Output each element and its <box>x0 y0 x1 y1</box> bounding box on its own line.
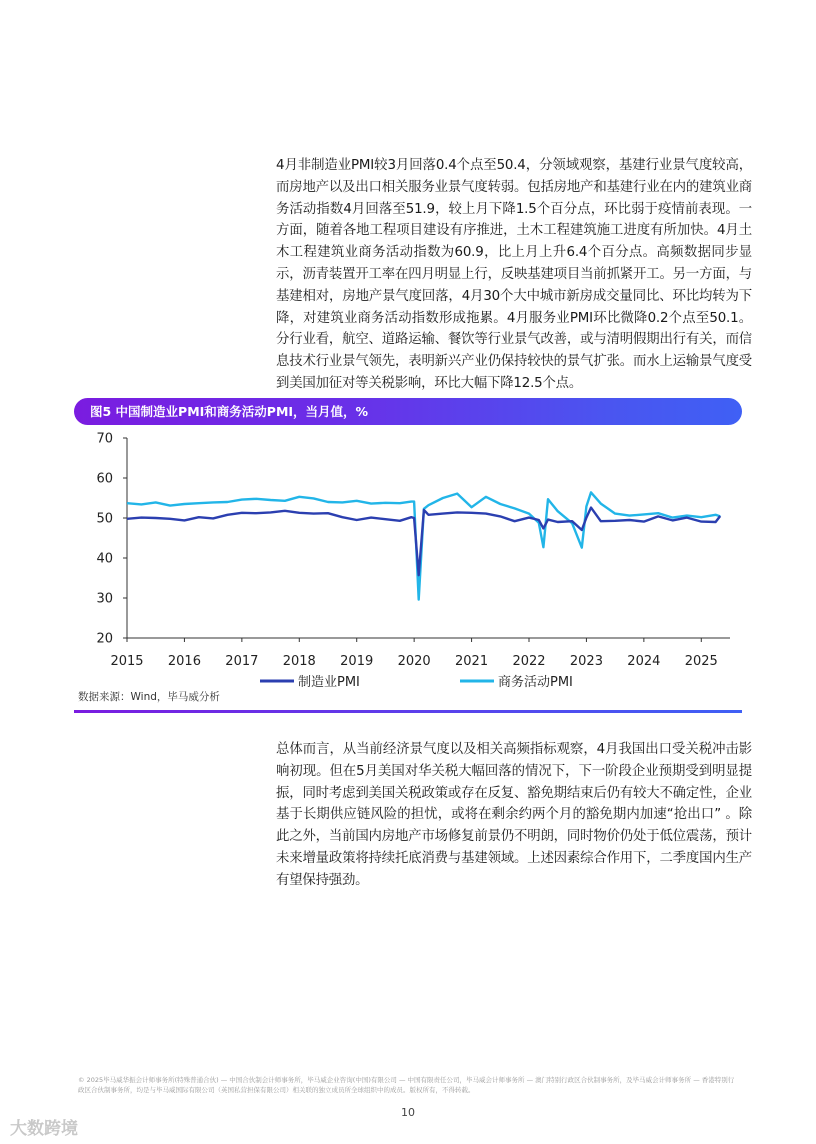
x-tick-label: 2020 <box>397 654 431 669</box>
y-tick-label: 50 <box>96 511 113 527</box>
x-tick-label: 2016 <box>167 654 201 669</box>
x-tick-label: 2015 <box>110 654 144 669</box>
x-tick-label: 2025 <box>684 654 718 669</box>
x-tick-label: 2019 <box>340 654 374 669</box>
paragraph-conclusion <box>276 739 752 892</box>
legend-label: 制造业PMI <box>298 675 360 688</box>
figure-bottom-rule <box>74 710 742 713</box>
pmi-line-chart <box>70 428 746 688</box>
data-source-note: 数据来源：Wind，毕马威分析 <box>78 691 220 703</box>
footer-copyright: © 2025毕马威华振会计师事务所(特殊普通合伙) — 中国合伙制会计师事务所，毕马威企业咨询(中国)有限公司 — 中国有限责任公司，毕马威会计师事务所 — 澳门特别行政区合伙制事务所，及毕马威会计师事务所 — 香港特别行政区合伙制事务所，均是与毕马威国际有限公司（英国私营担保有限公司）相关联的独立成员所全球组织中的成员。版权所有，不得转载。 <box>78 1076 735 1094</box>
paragraph-nonmanufacturing <box>276 155 752 395</box>
page-number: 10 <box>401 1106 415 1119</box>
x-tick-label: 2022 <box>512 654 546 669</box>
x-tick-label: 2021 <box>455 654 489 669</box>
chart-series-layer <box>127 492 720 599</box>
paragraph-text: 4月非制造业PMI较3月回落0.4个点至50.4，分领域观察，基建行业景气度较高，而房地产以及出口相关服务业景气度转弱。包括房地产和基建行业在内的建筑业商务活动指数4月回落至51.9，较上月下降1.5个百分点，环比弱于疫情前表现。一方面，随着各地工程项目建设有序推进，土木工程建筑施工进度有所加快。4月土木工程建筑业商务活动指数为60.9，比上月上升6.4个百分点。高频数据同步显示，沥青装置开工率在四月明显上行，反映基建项目当前抓紧开工。另一方面，与基建相对，房地产景气度回落，4月30个大中城市新房成交量同比、环比均转为下降，对建筑业商务活动指数形成拖累。4月服务业PMI环比微降0.2个点至50.1。分行业看，航空、道路运输、餐饮等行业景气改善，或与清明假期出行有关，而信息技术行业景气领先，表明新兴产业仍保持较快的景气扩张。而水上运输景气度受到美国加征对等关税影响，环比大幅下降12.5个点。 <box>276 158 752 391</box>
watermark-logo: 大数跨境 <box>10 1119 78 1139</box>
y-tick-label: 30 <box>96 591 113 607</box>
figure-title: 图5 中国制造业PMI和商务活动PMI，当月值，% <box>90 404 369 419</box>
x-tick-label: 2023 <box>569 654 603 669</box>
chart-legend <box>260 674 573 688</box>
series-line-manufacturing <box>127 508 720 576</box>
paragraph-text: 总体而言，从当前经济景气度以及相关高频指标观察，4月我国出口受关税冲击影响初现。但在5月美国对华关税大幅回落的情况下，下一阶段企业预期受到明显提振，同时考虑到美国关税政策或存在反复、豁免期结束后仍有较大不确定性，企业基于长期供应链风险的担忧，或将在剩余约两个月的豁免期内加速“抢出口” 。除此之外，当前国内房地产市场修复前景仍不明朗，同时物价仍处于低位震荡，预计未来增量政策将持续托底消费与基建领域。上述因素综合作用下，二季度国内生产有望保持强劲。 <box>276 742 752 888</box>
y-tick-label: 60 <box>96 471 113 487</box>
y-tick-label: 40 <box>96 551 113 567</box>
x-tick-label: 2018 <box>282 654 316 669</box>
legend-label: 商务活动PMI <box>498 675 573 688</box>
chart-axes <box>96 432 730 670</box>
y-tick-label: 70 <box>96 431 113 447</box>
x-tick-label: 2024 <box>627 654 661 669</box>
series-line-business <box>127 492 720 599</box>
y-tick-label: 20 <box>96 631 113 647</box>
x-tick-label: 2017 <box>225 654 259 669</box>
figure-title-banner <box>74 398 742 425</box>
